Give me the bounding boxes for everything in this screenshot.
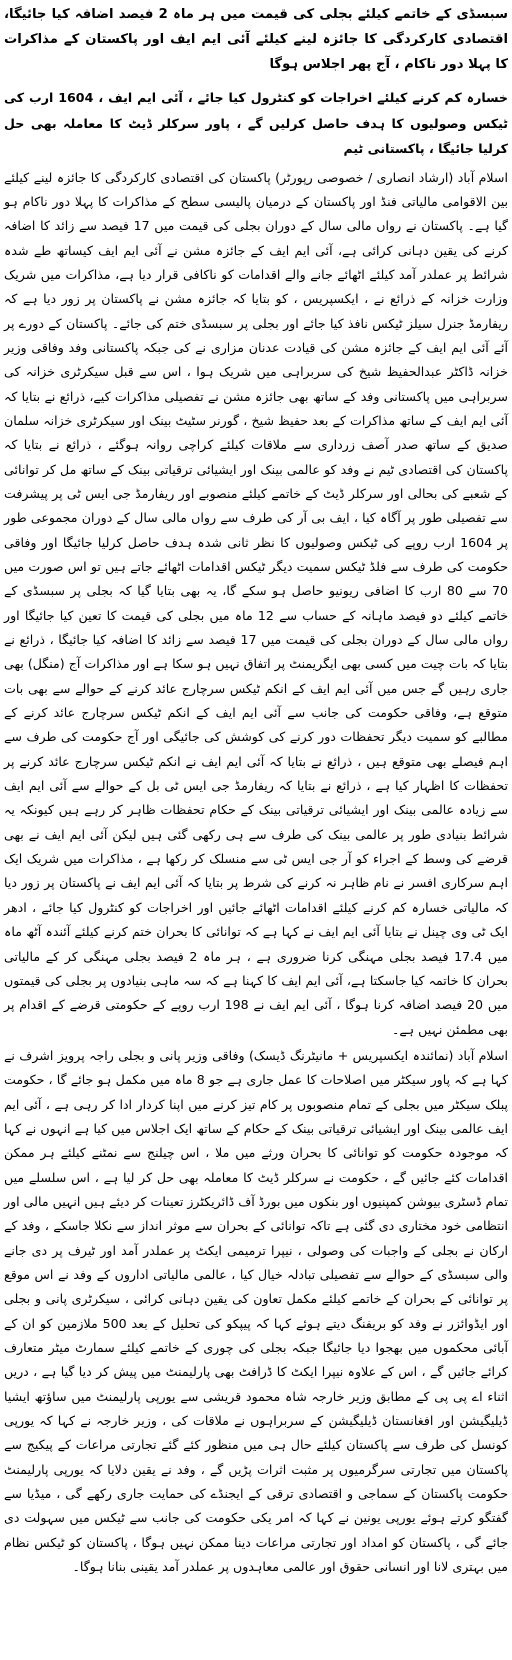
subheadline: خسارہ کم کرنے کیلئے اخراجات کو کنٹرول کیا جائے ، آئی ایم ایف ، 1604 ارب کی ٹیکس وصولیوں کا ہدف حاصل کرلیں گے ، پاور سرکلر ڈیٹ کا معاملہ بھی حل کرلیا جائیگا ، پاکستانی ٹیم — [4, 90, 508, 156]
article-body — [4, 166, 508, 1580]
paragraph-2: اسلام آباد (نمائندہ ایکسپریس + مانیٹرنگ ڈیسک) وفاقی وزیر پانی و بجلی راجہ پرویز اشرف نے کہا ہے کہ پاور سیکٹر میں اصلاحات کا عمل جاری ہے جو 8 ماہ میں مکمل ہو جائے گا ، حکومت پبلک سیکٹر میں بجلی کے تمام منصوبوں پر کام تیز کرنے میں اپنا کردار ادا کر رہی ہے ، آئی ایم ایف عالمی بینک اور ایشیائی ترقیاتی بینک کے حکام کے ساتھ ایک اجلاس میں کیا ہے انہوں نے کہا کہ موجودہ حکومت کو توانائی کا بحران ورثے میں ملا ، اس چیلنج سے نمٹنے کیلئے ہر ممکن اقدامات کئے جائیں گے ، حکومت نے سرکلر ڈیٹ کا معاملہ بھی حل کر لیا ہے ، اس سلسلے میں تمام ڈسٹری بیوشن کمپنیوں اور بنکوں میں بورڈ آف ڈائریکٹرز تعینات کر دیئے ہیں انہیں مالی اور انتظامی خود مختاری دی گئی ہے تاکہ توانائی کے بحران سے موثر انداز سے نکلا جاسکے ، وفد کے ارکان نے بجلی کے واجبات کی وصولی ، نیپرا ترمیمی ایکٹ پر عملدر آمد اور ٹیرف پر دی جانے والی سبسڈی کے حوالے سے تفصیلی تبادلہ خیال کیا ، عالمی مالیاتی اداروں کے وفد نے اس موقع پر توانائی کے بحران کے خاتمے کیلئے مکمل تعاون کی یقین دہانی کرائی ، سیکرٹری پانی و بجلی اور ایڈوائزر نے وفد کو بریفنگ دیتے ہوئے کہا کہ پیپکو کی تحلیل کے بعد 500 ملازمین کو ان کے آبائی محکموں میں بھجوا دیا جائیگا جبکہ بجلی کی چوری کے خاتمے کیلئے سمارٹ میٹر متعارف کرائے جائیں گے ، اس کے علاوہ نیپرا ایکٹ کا ڈرافٹ بھی پارلیمنٹ میں پیش کر دیا گیا ہے ، دریں اثناء اے پی پی کے مطابق وزیر خارجہ شاہ محمود قریشی سے یورپی پارلیمنٹ میں ساؤتھ ایشیا ڈیلیگیشن اور افغانستان ڈیلیگیشن کے سربراہوں نے ملاقات کی ، وزیر خارجہ نے کہا کہ یورپی کونسل کی طرف سے پاکستان کیلئے حال ہی میں منظور کئے گئے تجارتی مراعات کے پیکیج سے پاکستان میں تجارتی سرگرمیوں پر مثبت اثرات پڑیں گے ، وفد نے یقین دلایا کہ یورپی پارلیمنٹ حکومت پاکستان کے سماجی و اقتصادی ترقی کے ایجنڈے کی حمایت جاری رکھے گی ، میڈیا سے گفتگو کرتے ہوئے یورپی یونین نے کہا کہ امر یکی حکومت کی جانب سے ٹیکس میں سہولت دی جائے گی ، پاکستان کو امداد اور تجارتی مراعات دینا ممکن نہیں ہوگا ، پاکستان کو ٹیکس نظام میں بہتری لانا اور انسانی حقوق اور عالمی معاہدوں پر عملدر آمد یقینی بنانا ہوگا۔ — [4, 1047, 508, 1575]
headline: سبسڈی کے خاتمے کیلئے بجلی کی قیمت میں ہر ماہ 2 فیصد اضافہ کیا جائیگا، اقتصادی کارکردگی کا جائزہ لینے کیلئے آئی ایم ایف اور پاکستان کے مذاکرات کا پہلا دور ناکام ، آج پھر اجلاس ہوگا — [4, 7, 508, 72]
paragraph-1: اسلام آباد (ارشاد انصاری / خصوصی رپورٹر) پاکستان کی اقتصادی کارکردگی کا جائزہ لینے کیلئے بین الاقوامی مالیاتی فنڈ اور پاکستان کے درمیان پالیسی سطح کے مذاکرات کا پہلا دور ناکام ہو گیا ہے۔ پاکستان نے رواں مالی سال کے دوران بجلی کی قیمت میں 17 فیصد سے زائد کا اضافہ کرنے کی یقین دہانی کرائی ہے، آئی ایم ایف کے جائزہ مشن نے آئی ایم ایف کیساتھ طے شدہ شرائط پر عملدر آمد کیلئے اٹھائے جانے والے اقدامات کو ناکافی قرار دیا ہے، مذاکرات میں شریک وزارت خزانہ کے ذرائع نے ، ایکسپریس ، کو بتایا کہ جائزہ مشن نے پاکستان پر زور دیا ہے کہ ریفارمڈ جنرل سیلز ٹیکس نافذ کیا جائے اور بجلی پر سبسڈی ختم کی جائے۔ پاکستان کے دورے پر آئے آئی ایم ایف کے جائزہ مشن کی قیادت عدنان مزاری نے کی جبکہ پاکستانی وفد وفاقی وزیر خزانہ ڈاکٹر عبدالحفیظ شیخ کی سربراہی میں شریک ہوا ، اس سے قبل سیکرٹری خزانہ کی سربراہی میں پاکستانی وفد کے ساتھ بھی جائزہ مشن نے تفصیلی مذاکرات کیے، ذرائع نے بتایا کہ آئی ایم ایف کے ساتھ مذاکرات کے بعد حفیظ شیخ ، گورنر سٹیٹ بینک اور سیکرٹری خزانہ سلمان صدیق کے ساتھ صدر آصف زرداری سے ملاقات کیلئے کراچی روانہ ہوگئے ، ذرائع نے بتایا کہ پاکستان کی اقتصادی ٹیم نے وفد کو عالمی بینک اور ایشیائی ترقیاتی بینک کے ساتھ مل کر توانائی کے شعبے کی بحالی اور سرکلر ڈیٹ کے خاتمے کیلئے منصوبے اور ریفارمڈ جی ایس ٹی پر پیشرفت سے تفصیلی طور پر آگاہ کیا ، ایف بی آر کی طرف سے رواں مالی سال کے دوران مجموعی طور پر 1604 ارب روپے کی ٹیکس وصولیوں کا نظر ثانی شدہ ہدف حاصل کرلیا جائیگا اور وفاقی حکومت کی طرف سے فلڈ ٹیکس سمیت دیگر ٹیکس اقدامات اٹھائے جاتے ہیں تو اس صورت میں 70 سے 80 ارب کا اضافی ریونیو حاصل ہو سکے گا، یہ بھی بتایا گیا کہ بجلی پر سبسڈی کے خاتمے کیلئے دو فیصد ماہانہ کے حساب سے 12 ماہ میں بجلی کی قیمت کا تعین کیا جائیگا اور رواں مالی سال کے دوران بجلی کی قیمت میں 17 فیصد سے زائد کا اضافہ کیا جائیگا ، ذرائع نے بتایا کہ بات چیت میں کسی بھی ایگریمنٹ پر اتفاق نہیں ہو سکا ہے اور مذاکرات آج (منگل) بھی جاری رہیں گے جس میں آئی ایم ایف کے انکم ٹیکس سرچارج عائد کرنے کے حوالے سے بھی بات متوقع ہے، وفاقی حکومت کی جانب سے آئی ایم ایف کے انکم ٹیکس سرچارج عائد کرنے کے مطالبے کو سمیت دیگر تحفظات دور کرنے کی کوشش کی جائیگی اور آج حکومت کی طرف سے اہم فیصلے بھی متوقع ہیں ، ذرائع نے بتایا کہ آئی ایم ایف نے انکم ٹیکس سرچارج عائد کرنے پر تحفظات کا اظہار کیا ہے ، ذرائع نے بتایا کہ ریفارمڈ جی ایس ٹی بل کے حوالے سے آئی ایم ایف سے زیادہ عالمی بینک اور ایشیائی ترقیاتی بینک کے حکام تحفظات ظاہر کر رہے ہیں کیونکہ یہ شرائط بنیادی طور پر عالمی بینک کی طرف سے ہی رکھی گئی ہیں لیکن آئی ایم ایف نے بھی قرضے کی وسط کے اجراء کو آر جی ایس ٹی سے منسلک کر رکھا ہے ، مذاکرات میں شریک ایک اہم سرکاری افسر نے نام ظاہر نہ کرنے کی شرط پر بتایا کہ آئی ایم ایف نے پاکستان پر زور دیا کہ مالیاتی خسارہ کم کرنے کیلئے اقدامات اٹھائے جائیں اور اخراجات کو کنٹرول کیا جائے ، ادھر ایک ٹی وی چینل نے بتایا آئی ایم ایف نے کہا ہے کہ توانائی کا بحران ختم کرنے کیلئے آئندہ آٹھ ماہ میں 17.4 فیصد بجلی مہنگی کرنا ضروری ہے ، ہر ماہ 2 فیصد بجلی مہنگی کر کے مالیاتی بحران کا خاتمہ کیا جاسکتا ہے، آئی ایم ایف کا کہنا ہے کہ سہ ماہی بنیادوں پر بجلی کی قیمتوں میں 20 فیصد اضافہ کرنا ہوگا ، آئی ایم ایف نے 198 ارب روپے کے حکومتی قرضے کے اقدام پر بھی مطمئن نہیں ہے۔ — [4, 169, 508, 1037]
